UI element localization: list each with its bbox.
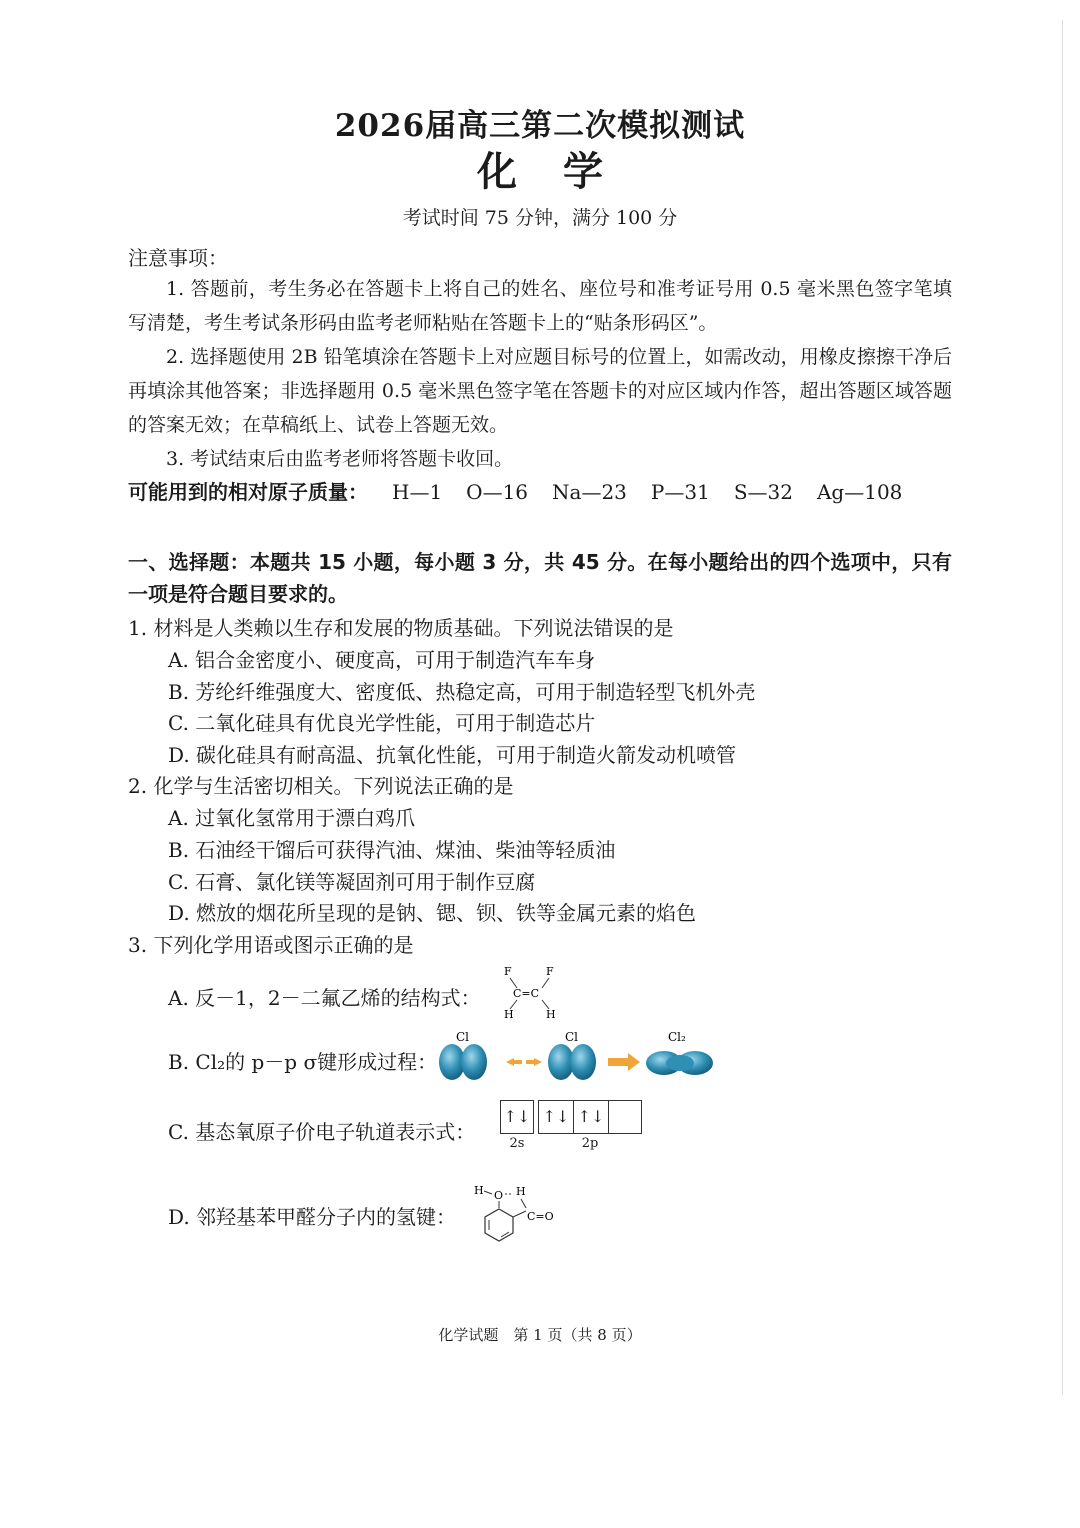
cl-atom-label: Cl — [456, 1030, 470, 1044]
atomic-masses — [128, 476, 902, 505]
question-option: B. 芳纶纤维强度大、密度低、热稳定高，可用于制造轻型飞机外壳 — [168, 680, 756, 704]
question-option: A. 过氧化氢常用于漂白鸡爪 — [168, 806, 416, 830]
arrow-left-icon — [506, 1058, 514, 1066]
hydroxybenzaldehyde-structure — [472, 1180, 572, 1252]
cl2-molecule-label: Cl₂ — [668, 1030, 686, 1044]
question-stem: 1. 材料是人类赖以生存和发展的物质基础。下列说法错误的是 — [128, 616, 674, 640]
orbital-box-2p: ↑↓ — [574, 1101, 609, 1133]
hydroxyl-hydrogen-label: H — [474, 1184, 484, 1197]
question-option: D. 燃放的烟花所呈现的是钠、锶、钡、铁等金属元素的焰色 — [168, 901, 697, 925]
arrow-right-icon — [628, 1053, 640, 1071]
question-stem: 3. 下列化学用语或图示正确的是 — [128, 933, 414, 957]
notice-item-3: 3. 考试结束后由监考老师将答题卡收回。 — [166, 448, 514, 470]
question-option: C. 二氧化硅具有优良光学性能，可用于制造芯片 — [168, 711, 596, 735]
notice-title: 注意事项： — [128, 246, 228, 270]
atomic-mass-value: H—1 — [392, 480, 443, 504]
page-footer: 化学试题 第 1 页（共 8 页） — [438, 1326, 642, 1344]
arrow-right-icon — [534, 1058, 542, 1066]
question-option: A. 铝合金密度小、硬度高，可用于制造汽车车身 — [168, 648, 596, 672]
atomic-mass-value: Ag—108 — [816, 480, 903, 504]
fluorine-label: F — [546, 965, 554, 978]
exam-title: 2026届高三第二次模拟测试 — [334, 108, 746, 144]
question-option: A. 反－1，2－二氟乙烯的结构式： — [168, 986, 481, 1010]
cl2-sigma-bond-figure — [430, 1026, 720, 1088]
notice-item-1: 1. 答题前，考生务必在答题卡上将自己的姓名、座位号和准考证号用 0.5 毫米黑色签字笔填写清楚，考生考试条形码由监考老师粘贴在答题卡上的“贴条形码区”。 — [128, 278, 952, 334]
fluorine-label: F — [504, 965, 512, 978]
orbital-label-2p: 2p — [581, 1136, 599, 1151]
orbital-diagram — [500, 1100, 642, 1154]
aldehyde-hydrogen-label: H — [516, 1185, 526, 1198]
atomic-mass-value: S—32 — [733, 480, 793, 504]
atomic-mass-value: P—31 — [650, 480, 710, 504]
atomic-mass-value: O—16 — [466, 480, 529, 504]
p-orbital-lobe — [570, 1044, 596, 1080]
carbonyl-label: C=O — [527, 1210, 554, 1223]
cl-atom-label: Cl — [565, 1030, 579, 1044]
question-option: C. 基态氧原子价电子轨道表示式： — [168, 1120, 476, 1144]
question-option: D. 邻羟基苯甲醛分子内的氢键： — [168, 1205, 457, 1229]
difluoroethene-structure — [500, 962, 564, 1022]
orbital-label-2s: 2s — [509, 1136, 525, 1151]
orbital-box-2p — [609, 1101, 641, 1133]
exam-info: 考试时间 75 分钟，满分 100 分 — [402, 207, 678, 229]
question-option: C. 石膏、氯化镁等凝固剂可用于制作豆腐 — [168, 870, 536, 894]
atomic-masses-label: 可能用到的相对原子质量： — [128, 480, 368, 504]
orbital-group-2p — [538, 1100, 642, 1134]
question-option: B. 石油经干馏后可获得汽油、煤油、柴油等轻质油 — [168, 838, 616, 862]
hydrogen-label: H — [546, 1008, 556, 1021]
p-orbital-lobe — [461, 1044, 487, 1080]
hydrogen-label: H — [504, 1008, 514, 1021]
subject-title: 化学 — [477, 148, 649, 195]
notice-item-2: 2. 选择题使用 2B 铅笔填涂在答题卡上对应题目标号的位置上，如需改动，用橡皮擦擦干净后再填涂其他答案；非选择题用 0.5 毫米黑色签字笔在答题卡的对应区域内作答，超出答题区域答题的答案无效；在草稿纸上、试卷上答题无效。 — [128, 346, 952, 436]
question-option: B. Cl₂的 p－p σ键形成过程： — [168, 1050, 438, 1074]
question-option: D. 碳化硅具有耐高温、抗氧化性能，可用于制造火箭发动机喷管 — [168, 743, 737, 767]
orbital-box-2p: ↑↓ — [539, 1101, 574, 1133]
hydroxyl-oxygen-label: O — [494, 1189, 504, 1202]
atomic-mass-value: Na—23 — [552, 480, 627, 504]
orbital-box-2s: ↑↓ — [500, 1100, 534, 1134]
section-heading: 一、选择题：本题共 15 小题，每小题 3 分，共 45 分。在每小题给出的四个选项中，只有一项是符合题目要求的。 — [128, 550, 952, 606]
double-bond-label: C=C — [513, 987, 540, 1000]
question-stem: 2. 化学与生活密切相关。下列说法正确的是 — [128, 774, 514, 798]
